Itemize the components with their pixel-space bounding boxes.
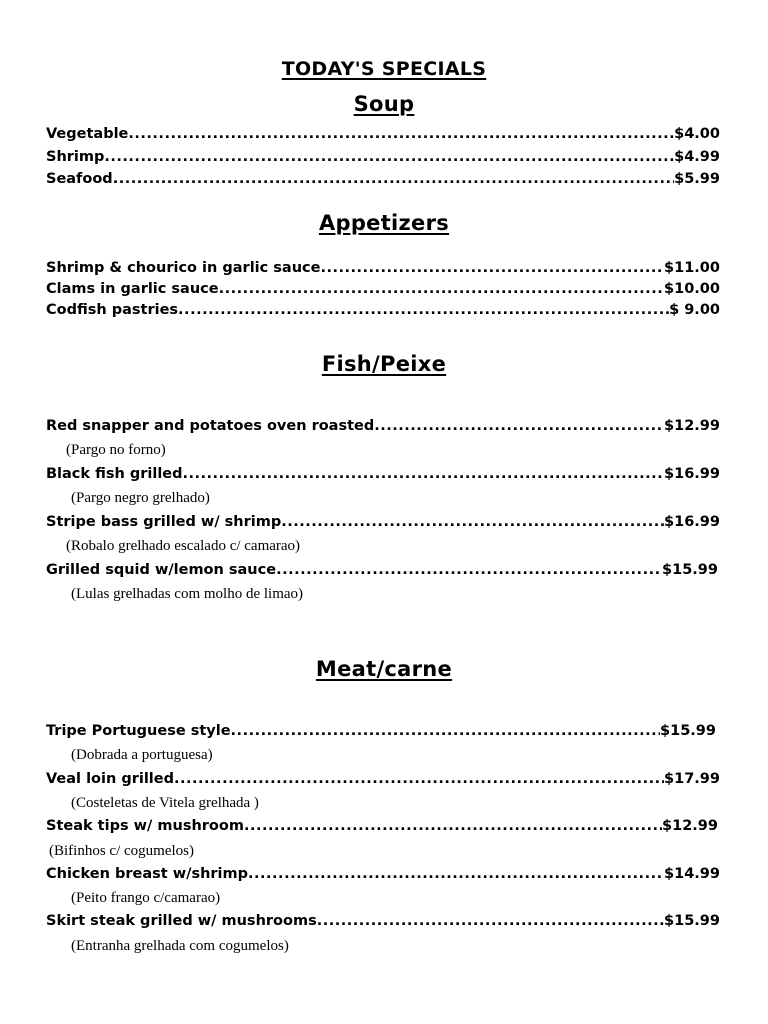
dot-leader [128,126,674,142]
item-name: Red snapper and potatoes oven roasted [46,418,375,434]
item-translation: (Dobrada a portuguesa) [71,747,213,763]
item-price: $15.99 [662,562,718,578]
dot-leader [317,913,664,929]
item-name: Shrimp & chourico in garlic sauce [46,260,321,276]
menu-item-meat-veal [46,771,720,787]
menu-item-fish-squid [46,562,718,578]
section-heading-fish: Fish/Peixe [321,352,447,376]
item-price: $15.99 [660,723,716,739]
dot-leader [174,771,664,787]
item-price: $12.99 [662,818,718,834]
item-name: Clams in garlic sauce [46,281,219,297]
menu-item-appetizer-clams [46,281,720,297]
menu-item-meat-tripe [46,723,716,739]
dot-leader [374,418,664,434]
dot-leader [320,260,664,276]
item-name: Veal loin grilled [46,771,174,787]
item-translation: (Robalo grelhado escalado c/ camarao) [66,538,301,554]
section-heading-appetizers: Appetizers [318,211,450,235]
item-name: Grilled squid w/lemon sauce [46,562,277,578]
menu-item-meat-steak-tips [46,818,718,834]
item-name: Shrimp [46,149,105,165]
menu-item-fish-stripe-bass [46,514,720,530]
item-translation: (Pargo no forno) [66,442,166,458]
dot-leader [248,866,664,882]
dot-leader [113,171,674,187]
item-price: $4.00 [674,126,720,142]
item-translation: (Peito frango c/camarao) [71,890,221,906]
menu-item-soup-vegetable [46,126,720,142]
section-heading-meat: Meat/carne [315,657,453,681]
dot-leader [183,466,665,482]
dot-leader [178,302,669,318]
item-translation: (Lulas grelhadas com molho de limao) [71,586,304,602]
dot-leader [104,149,674,165]
item-price: $16.99 [664,466,720,482]
item-name: Codfish pastries [46,302,179,318]
item-price: $17.99 [664,771,720,787]
item-price: $10.00 [664,281,720,297]
item-price: $5.99 [674,171,720,187]
item-price: $15.99 [664,913,720,929]
item-translation: (Costeletas de Vitela grelhada ) [71,795,259,811]
dot-leader [219,281,664,297]
menu-item-meat-skirt-steak [46,913,720,929]
item-name: Tripe Portuguese style [46,723,231,739]
item-price: $11.00 [664,260,720,276]
menu-item-fish-black-fish [46,466,720,482]
menu-item-soup-shrimp [46,149,720,165]
dot-leader [244,818,662,834]
section-heading-soup: Soup [353,92,415,116]
item-name: Steak tips w/ mushroom [46,818,244,834]
dot-leader [231,723,660,739]
page-title: TODAY'S SPECIALS [281,58,487,80]
item-price: $14.99 [664,866,720,882]
item-name: Skirt steak grilled w/ mushrooms [46,913,317,929]
menu-item-appetizer-shrimp-chourico [46,260,720,276]
item-name: Stripe bass grilled w/ shrimp [46,514,282,530]
menu-item-meat-chicken [46,866,720,882]
menu-item-fish-red-snapper [46,418,720,434]
item-name: Vegetable [46,126,129,142]
item-price: $12.99 [664,418,720,434]
item-price: $16.99 [664,514,720,530]
item-translation: (Pargo negro grelhado) [71,490,210,506]
item-name: Chicken breast w/shrimp [46,866,249,882]
item-price: $ 9.00 [669,302,720,318]
item-translation: (Entranha grelhada com cogumelos) [71,938,289,954]
dot-leader [281,514,664,530]
item-name: Seafood [46,171,113,187]
dot-leader [276,562,662,578]
item-price: $4.99 [674,149,720,165]
item-name: Black fish grilled [46,466,183,482]
item-translation: (Bifinhos c/ cogumelos) [49,843,194,859]
menu-item-soup-seafood [46,171,720,187]
menu-item-appetizer-codfish [46,302,720,318]
